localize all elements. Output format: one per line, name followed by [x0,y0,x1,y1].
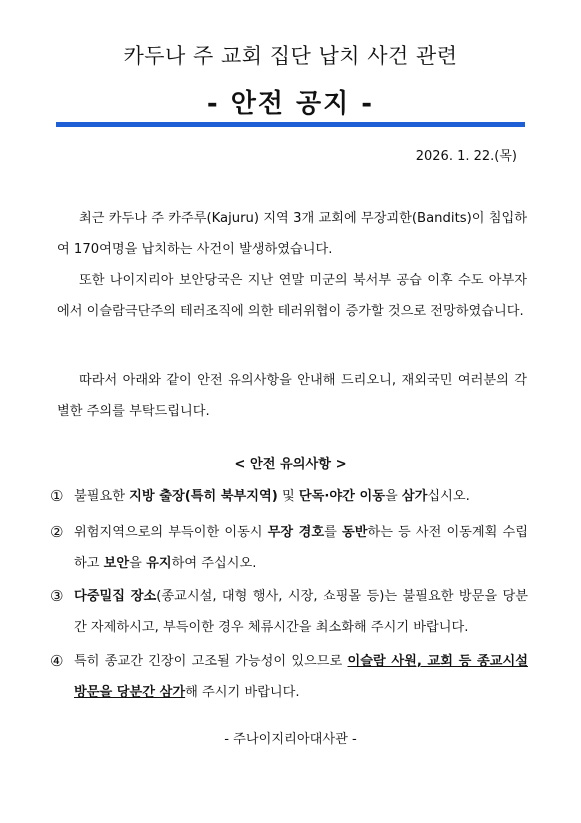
section-title: < 안전 유의사항 > [234,457,347,472]
safety-item [50,481,528,512]
paragraph-request [57,365,527,427]
item-text-run: 을 [129,556,147,571]
item-text-run: 을 [384,489,402,504]
item-text-run: 해 주시기 바랍니다. [185,685,300,700]
paragraph-text: 최근 카두나 주 카주루(Kajuru) 지역 3개 교회에 무장괴한(Bandits)이 침입하여 170여명을 납치하는 사건이 발생하였습니다. [57,211,527,257]
emphasis-text: 단독·야간 이동 [298,489,385,504]
signature: - 주나이지리아대사관 - [224,732,357,747]
item-text [74,481,528,512]
item-text [74,581,528,643]
emphasis-text: 다중밀집 장소 [74,589,157,604]
notice-date: 2026. 1. 22.(목) [415,149,517,164]
emphasis-text: 유지 [146,556,172,571]
title-divider [56,122,525,127]
item-text-run: 하는 등 사전 이동계획 수립하고 [74,525,528,571]
emphasis-text: 동반 [341,525,368,540]
paragraph-text: 또한 나이지리아 보안당국은 지난 연말 미군의 북서부 공습 이후 수도 아부자에서 이슬람극단주의 테러조직에 의한 테러위협이 증가할 것으로 전망하였습니다. [57,273,527,319]
notice-subtitle: - 안전 공지 - [206,89,375,119]
emphasis-text: 지방 출장(특히 북부지역) [129,489,278,504]
emphasis-text: 무장 경호 [267,525,325,540]
item-number: ② [50,523,64,541]
item-number: ④ [50,652,64,670]
safety-item [50,517,528,579]
item-text-run: (종교시설, 대형 행사, 시장, 쇼핑몰 등)는 불필요한 방문을 당분간 자제하시고, 부득이한 경우 체류시간을 최소화해 주시기 바랍니다. [74,589,528,635]
emphasis-text: 보안 [103,556,130,571]
item-text [74,646,528,708]
item-number: ① [50,487,64,505]
paragraph-threat [57,265,527,327]
item-text-run: 특히 종교간 긴장이 고조될 가능성이 있으므로 [74,654,348,669]
item-text-run: 하여 주십시오. [171,556,257,571]
safety-item [50,581,528,643]
item-text-run: 십시오. [427,489,470,504]
safety-item [50,646,528,708]
item-text [74,517,528,579]
item-text-run: 불필요한 [74,489,130,504]
underlined-emphasis: 이슬람 사원, 교회 등 종교시설 방문을 당분간 삼가 [74,654,528,700]
item-text-run: 및 [277,489,299,504]
item-text-run: 위험지역으로의 부득이한 이동시 [74,525,268,540]
paragraph-text: 따라서 아래와 같이 안전 유의사항을 안내해 드리오니, 재외국민 여러분의 각별한 주의를 부탁드립니다. [57,373,527,419]
emphasis-text: 삼가 [401,489,428,504]
item-number: ③ [50,587,64,605]
item-text-run: 를 [324,525,342,540]
paragraph-incident [57,203,527,265]
notice-title: 카두나 주 교회 집단 납치 사건 관련 [123,44,458,68]
